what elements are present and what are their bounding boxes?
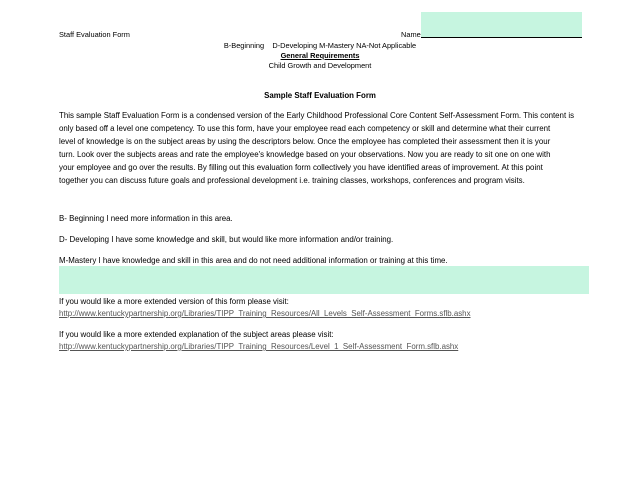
comments-field[interactable] [59, 266, 589, 294]
descriptor-developing: D- Developing I have some knowledge and skill, but would like more information and/or training. [59, 235, 394, 244]
extended-version-link[interactable]: http://www.kentuckypartnership.org/Libraries/TIPP_Training_Resources/All_Levels_Self-Assessment_Forms.sflb.ashx [59, 309, 471, 318]
descriptor-beginning: B- Beginning I need more information in this area. [59, 214, 233, 223]
intro-line: level of knowledge is on the subject areas by using the descriptors below. Once the employee has completed their assessment then it is your [59, 137, 551, 146]
section-title: General Requirements [280, 51, 360, 60]
intro-line: together you can discuss future goals and professional development i.e. training classes, workshops, conferences and program visits. [59, 176, 525, 185]
intro-line: turn. Look over the subjects areas and rate the employee's knowledge based on your observations. Now you are ready to sit one on one with [59, 150, 551, 159]
name-field[interactable] [421, 12, 582, 38]
intro-line: only based off a level one competency. To use this form, have your employee read each competency or skill and determine what their current [59, 124, 551, 133]
descriptor-mastery: M-Mastery I have knowledge and skill in this area and do not need additional information or training at this time. [59, 256, 448, 265]
name-label: Name [401, 30, 421, 39]
extended-explanation-link[interactable]: http://www.kentuckypartnership.org/Libraries/TIPP_Training_Resources/Level_1_Self-Assessment_Form.sflb.ashx [59, 342, 459, 351]
rating-legend: B-Beginning D-Developing M-Mastery NA-Not Applicable [223, 41, 417, 50]
section-subtitle: Child Growth and Development [268, 61, 372, 70]
form-label: Staff Evaluation Form [59, 30, 130, 39]
intro-paragraph [59, 109, 589, 187]
extended-version-text: If you would like a more extended version of this form please visit: [59, 297, 289, 306]
name-underline [421, 37, 582, 38]
extended-explanation-text: If you would like a more extended explanation of the subject areas please visit: [59, 330, 334, 339]
intro-line: This sample Staff Evaluation Form is a condensed version of the Early Childhood Professional Core Content Self-Assessment Form. This content is [59, 111, 575, 120]
intro-line: your employee and go over the results. By filling out this evaluation form collectively you have identified areas of improvement. At this point [59, 163, 543, 172]
page-title: Sample Staff Evaluation Form [264, 91, 376, 100]
